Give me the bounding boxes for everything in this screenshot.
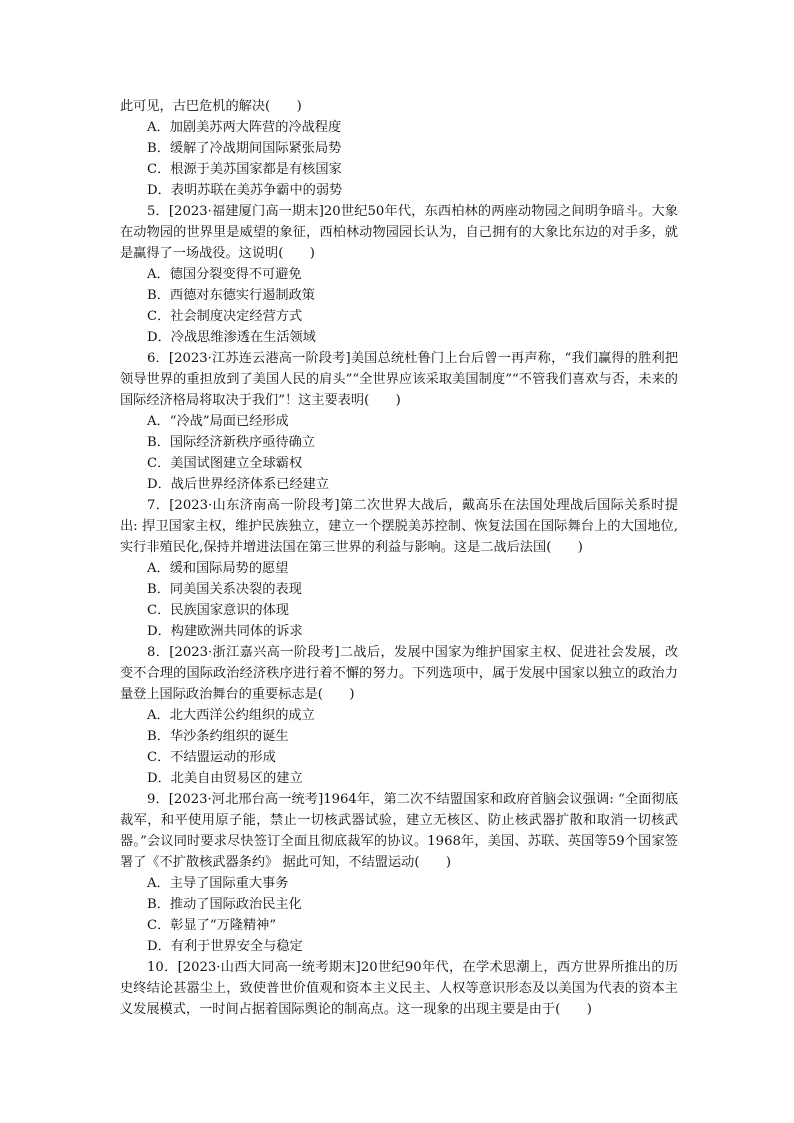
option-b: B．西德对东德实行遏制政策: [147, 288, 315, 303]
question-7: [120, 495, 678, 642]
option-a: A．主导了国际重大事务: [147, 876, 289, 891]
question-text: 20世纪90年代，在学术思潮上，西方世界所推出的历史终结论甚嚣尘上，致使普世价值观和资本主义民主、人权等意识形态及以美国为代表的资本主义发展模式，一时间占据着国际舆论的制高点。这一现象的出现主要是由于( ): [120, 960, 679, 1017]
question-6: [120, 348, 678, 495]
question-stem: [120, 495, 678, 558]
question-number: 8．: [147, 645, 170, 660]
question-source: [2023·浙江嘉兴高一阶段考]: [169, 645, 340, 660]
question-list: [120, 96, 678, 1020]
option-a: A．德国分裂变得不可避免: [147, 267, 302, 282]
question-number: 9．: [147, 792, 169, 807]
question-stem: [120, 642, 678, 705]
option-c: C．彰显了“万隆精神”: [147, 918, 277, 933]
question-5: [120, 201, 678, 348]
option-d: D．有利于世界安全与稳定: [147, 939, 303, 954]
option-b: B．国际经济新秩序亟待确立: [147, 435, 315, 450]
question-stem: [120, 789, 678, 873]
question-number: 10．: [147, 960, 178, 975]
question-number: 7．: [147, 498, 170, 513]
question-text: 二战后，发展中国家为维护国家主权、促进社会发展，改变不合理的国际政治经济秩序进行着不懈的努力。下列选项中，属于发展中国家以独立的政治力量登上国际政治舞台的重要标志是( ): [120, 645, 679, 702]
question-number: 6．: [147, 351, 169, 366]
option-c: C．不结盟运动的形成: [147, 750, 276, 765]
intro-option-c: C．根源于美苏国家都是有核国家: [147, 162, 342, 177]
question-stem: [120, 957, 678, 1020]
question-text: 20世纪50年代，东西柏林的两座动物园之间明争暗斗。大象在动物园的世界里是威望的象征，西柏林动物园园长认为，自己拥有的大象比东边的对手多，就是赢得了一场战役。这说明( ): [120, 204, 679, 261]
option-d: D．战后世界经济体系已经建立: [147, 477, 330, 492]
question-number: 5．: [147, 204, 169, 219]
intro-option-a: A．加剧美苏两大阵营的冷战程度: [147, 120, 342, 135]
question-source: [2023·福建厦门高一期末]: [168, 204, 324, 219]
intro-option-b: B．缓解了冷战期间国际紧张局势: [147, 141, 342, 156]
option-a: A．缓和国际局势的愿望: [147, 561, 289, 576]
intro-option-d: D．表明苏联在美苏争霸中的弱势: [147, 183, 343, 198]
question-source: [2023·河北邢台高一统考]: [168, 792, 324, 807]
option-d: D．冷战思维渗透在生活领域: [147, 330, 316, 345]
option-a: A．北大西洋公约组织的成立: [147, 708, 315, 723]
question-8: [120, 642, 678, 789]
question-source: [2023·山西大同高一统考期末]: [177, 960, 361, 975]
option-c: C．美国试图建立全球霸权: [147, 456, 303, 471]
option-d: D．构建欧洲共同体的诉求: [147, 624, 303, 639]
question-stem: [120, 201, 678, 264]
question-stem: [120, 348, 678, 411]
option-b: B．推动了国际政治民主化: [147, 897, 302, 912]
question-10: [120, 957, 678, 1020]
question-source: [2023·山东济南高一阶段考]: [169, 498, 340, 513]
question-source: [2023·江苏连云港高一阶段考]: [168, 351, 351, 366]
option-d: D．北美自由贸易区的建立: [147, 771, 303, 786]
option-c: C．社会制度决定经营方式: [147, 309, 303, 324]
option-b: B．华沙条约组织的诞生: [147, 729, 289, 744]
question-text: 美国总统杜鲁门上台后曾一再声称，“我们赢得的胜利把领导世界的重担放到了美国人民的肩头”“全世界应该采取美国制度”“不管我们喜欢与否，未来的国际经济格局将取决于我们”！这主要表明( ): [120, 351, 679, 408]
option-b: B．同美国关系决裂的表现: [147, 582, 302, 597]
question-text: 1964年，第二次不结盟国家和政府首脑会议强调: “全面彻底裁军，和平使用原子能，禁止一切核武器试验，建立无核区、防止核武器扩散和取消一切核武器。”会议同时要求尽快签订全面且彻底裁军的协议。1968年，美国、苏联、英国等59个国家签署了《不扩散核武器条约》 据此可知，不结盟运动( ): [120, 792, 679, 870]
question-text: 第二次世界大战后，戴高乐在法国处理战后国际关系时提出: 捍卫国家主权，维护民族独立，建立一个摆脱美苏控制、恢复法国在国际舞台上的大国地位,实行非殖民化,保持并增进法国在第三世界的利益与影响。这是二战后法国( ): [120, 498, 679, 555]
option-c: C．民族国家意识的体现: [147, 603, 289, 618]
option-a: A．“冷战”局面已经形成: [147, 414, 289, 429]
intro-stem: 此可见，古巴危机的解决( ): [120, 99, 302, 114]
question-9: [120, 789, 678, 957]
